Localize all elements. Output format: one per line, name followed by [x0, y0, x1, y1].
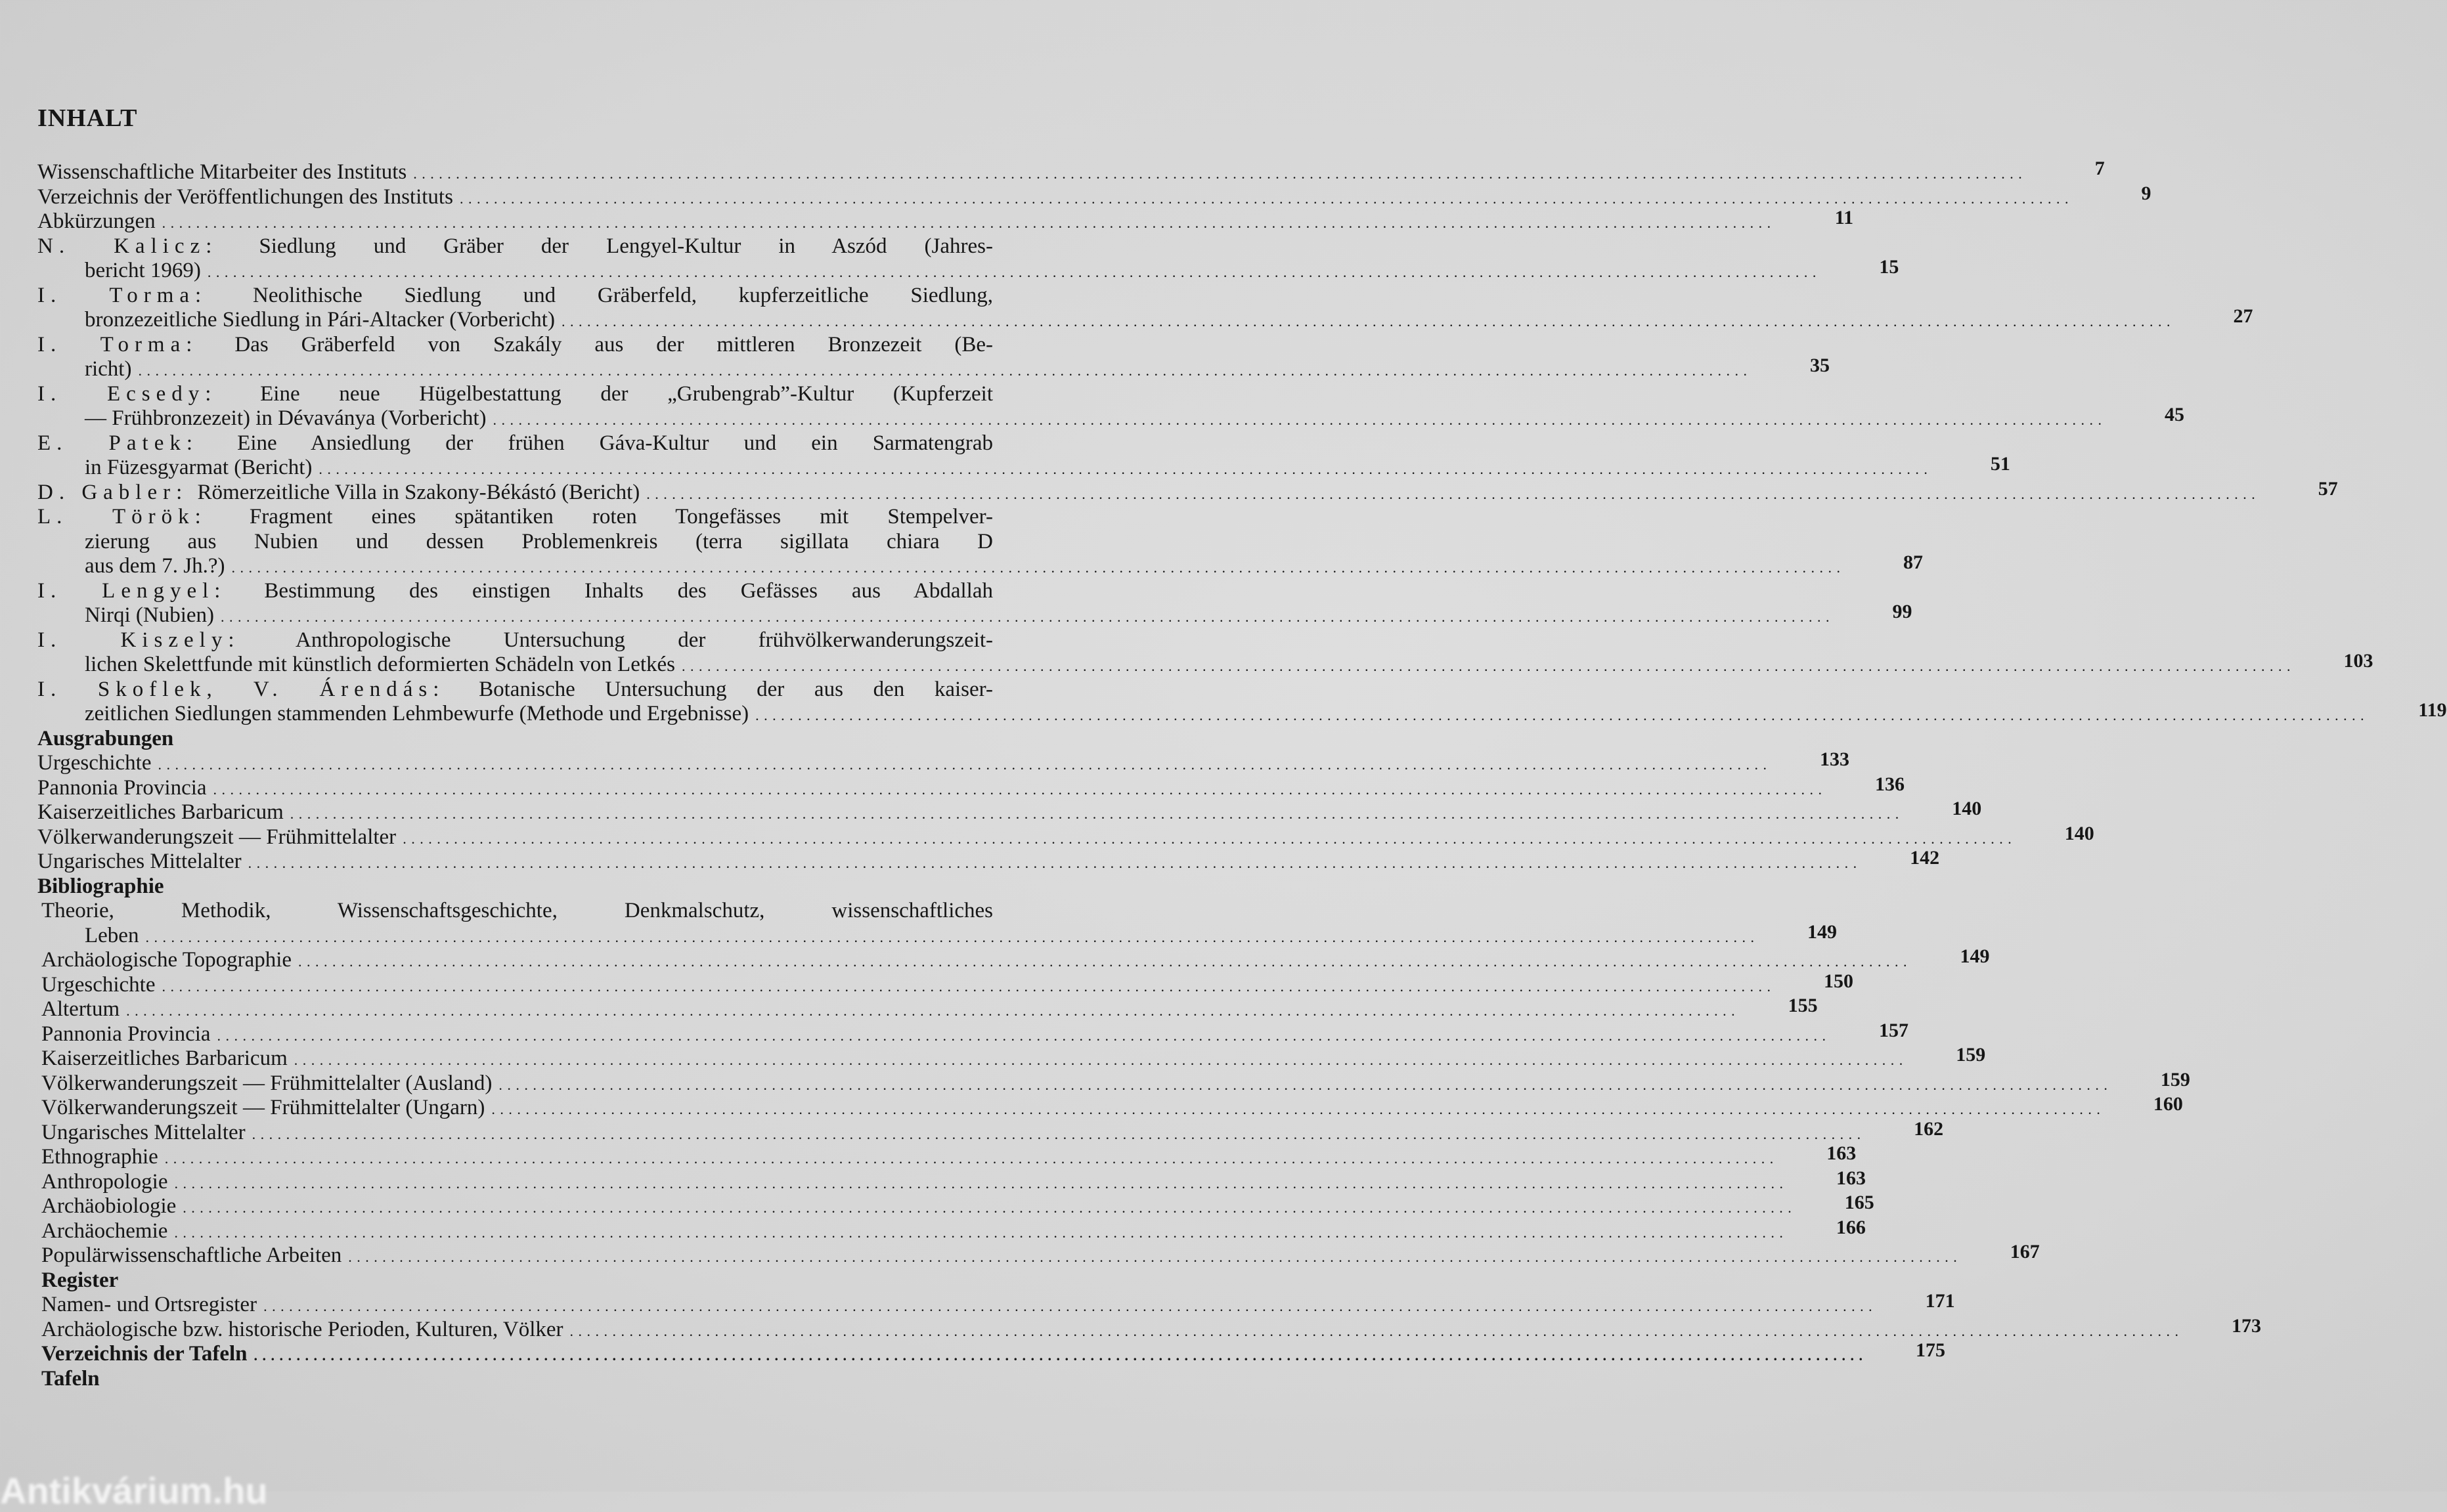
toc-entry [37, 234, 1899, 284]
page-number: 140 [2064, 822, 2094, 844]
page-number: 149 [1807, 920, 1837, 943]
dot-leader [174, 1220, 1784, 1245]
toc-line [37, 773, 1905, 801]
toc-line [37, 333, 1075, 358]
toc-entry [37, 899, 1837, 948]
entry-text: I. Ecsedy: Eine neue Hügelbestattung der „Grubengrab”-Kultur (Kupferzeit [37, 381, 993, 406]
page-number: 175 [1916, 1339, 1946, 1361]
entry-text: Pannonia Provincia [37, 775, 207, 800]
toc-line [37, 551, 1924, 579]
entry-text: Ethnographie [41, 1145, 158, 1169]
toc-line [37, 920, 1837, 949]
dot-leader [126, 999, 1736, 1024]
entry-author: N. Kalicz: [37, 234, 218, 258]
page-number: 9 [2141, 182, 2151, 204]
dot-leader [183, 1196, 1792, 1220]
entry-text: Namen- und Ortsregister [41, 1293, 257, 1316]
dot-leader [646, 482, 2256, 507]
entry-text: I. Torma: Das Gräberfeld von Szakály aus der mittleren Bronzezeit (Be- [37, 332, 993, 356]
entry-text: I. Kiszely: Anthropologische Untersuchung der frühvölkerwanderungszeit- [37, 628, 993, 652]
entry-author: D. Gabler: [37, 480, 188, 504]
toc-line [37, 1093, 2183, 1121]
section-heading [37, 1367, 1075, 1392]
toc-entry [37, 1093, 2183, 1121]
toc-entry [37, 431, 2010, 481]
entry-text: richt) [85, 357, 132, 381]
watermark: Antikvárium.hu [0, 1470, 268, 1511]
toc-line [37, 431, 1075, 456]
entry-text: N. Kalicz: Siedlung und Gräber der Lengyel-Kultur in Aszód (Jahres- [37, 234, 994, 258]
toc-line [37, 158, 2105, 185]
page-number: 163 [1836, 1167, 1866, 1189]
page-number: 165 [1844, 1192, 1874, 1213]
toc-line [37, 899, 1075, 924]
dot-leader [413, 162, 2023, 186]
entry-author: L. Török: [37, 505, 207, 529]
page-number: 163 [1826, 1142, 1857, 1164]
toc-entry [37, 1192, 1874, 1219]
toc-line [37, 1290, 1955, 1318]
page-number: 7 [2094, 158, 2105, 179]
dot-leader [294, 1048, 1904, 1073]
toc-entry [37, 1314, 2262, 1343]
entry-author: I. Lengyel: [37, 578, 227, 603]
toc-entry [37, 995, 1818, 1022]
dot-leader [263, 1294, 1873, 1319]
dot-leader [165, 1146, 1775, 1171]
toc-line [37, 1314, 2262, 1343]
dot-leader [145, 925, 1755, 950]
page-number: 136 [1875, 773, 1905, 795]
toc-entry [37, 798, 1982, 825]
entry-text: Verzeichnis der Veröffentlichungen des Instituts [37, 184, 453, 209]
entry-text: aus dem 7. Jh.?) [85, 554, 225, 578]
dot-leader [319, 457, 1928, 482]
toc-line [37, 404, 2184, 431]
toc-entry [37, 332, 1830, 382]
toc-line [37, 305, 2253, 333]
dot-leader [162, 211, 1772, 236]
dot-leader [290, 802, 1900, 827]
dot-leader [254, 1343, 1864, 1368]
dot-leader [562, 309, 2171, 334]
toc-line [37, 382, 1075, 407]
toc-line [37, 798, 1982, 825]
dot-leader [298, 949, 1908, 974]
table-of-contents [37, 158, 2447, 1391]
toc-line [37, 477, 2338, 506]
entry-text: I. Torma: Neolithische Siedlung und Gräberfeld, kupferzeitliche Siedlung, [37, 283, 993, 307]
entry-text: Archäochemie [41, 1219, 168, 1243]
page-number: 162 [1914, 1117, 1944, 1140]
toc-entry [37, 1044, 1986, 1071]
toc-entry [37, 1019, 1909, 1047]
dot-leader [217, 1024, 1827, 1048]
toc-line [37, 530, 1075, 555]
page-number: 142 [1910, 847, 1940, 869]
toc-line [37, 601, 1912, 628]
dot-leader [213, 777, 1823, 802]
toc-entry [37, 945, 1990, 973]
dot-leader [491, 1097, 2101, 1122]
page-number: 166 [1836, 1216, 1866, 1238]
toc-line [37, 748, 1849, 776]
entry-text: Völkerwanderungszeit — Frühmittelalter [37, 825, 397, 849]
section-heading-label: Verzeichnis der Tafeln [41, 1342, 248, 1366]
dot-leader [493, 408, 2103, 433]
entry-text: I. Lengyel: Bestimmung des einstigen Inhalts des Gefässes aus Abdallah [37, 578, 993, 603]
entry-text: in Füzesgyarmat (Bericht) [85, 456, 313, 479]
toc-entry [37, 283, 2253, 333]
toc-entry [37, 1290, 1955, 1318]
toc-entry [37, 1167, 1866, 1195]
entry-text: bronzezeitliche Siedlung in Pári-Altacker (Vorbericht) [85, 308, 555, 332]
toc-entry [37, 158, 2105, 185]
page-number: 87 [1903, 551, 1924, 573]
dot-leader [162, 974, 1772, 999]
toc-entry [37, 1142, 1857, 1170]
section-heading-label: Ausgrabungen [37, 726, 174, 750]
entry-author: I. Torma: [37, 283, 208, 307]
section-heading [37, 1339, 1946, 1367]
section-heading-label: Bibliographie [37, 874, 164, 898]
page-number: 167 [2010, 1241, 2040, 1263]
page-number: 140 [1952, 798, 1982, 819]
dot-leader [682, 654, 2291, 679]
page-number: 150 [1824, 970, 1853, 992]
dot-leader [348, 1245, 1958, 1270]
toc-entry [37, 628, 2373, 678]
toc-entry [37, 677, 2447, 727]
page-number: 171 [1925, 1290, 1955, 1312]
toc-line [37, 1241, 2040, 1268]
dot-leader [174, 1171, 1784, 1196]
toc-entry [37, 1241, 2040, 1268]
entry-text: zeitlichen Siedlungen stammenden Lehmbewurfe (Methode und Ergebnisse) [85, 702, 749, 725]
toc-entry [37, 477, 2338, 506]
toc-entry [37, 505, 1924, 579]
toc-entry [37, 1068, 2190, 1096]
page-number: 103 [2343, 650, 2373, 672]
entry-text: Pannonia Provincia [41, 1022, 211, 1046]
toc-line [37, 355, 1830, 382]
toc-entry [37, 970, 1853, 998]
toc-line [37, 945, 1990, 973]
toc-line [37, 1044, 1986, 1071]
entry-author: I. Skoflek, V. Árendás: [37, 677, 445, 701]
entry-text: Archäobiologie [41, 1194, 177, 1218]
page-number: 45 [2165, 404, 2184, 425]
toc-line [37, 1019, 1909, 1047]
toc-line [37, 1192, 1874, 1219]
toc-entry [37, 748, 1849, 776]
page-number: 57 [2318, 477, 2338, 500]
entry-text: lichen Skelettfunde mit künstlich deformierten Schädeln von Letkés [85, 653, 676, 676]
toc-entry [37, 1216, 1866, 1244]
toc-line [37, 453, 2010, 481]
toc-entry [37, 1117, 1944, 1146]
toc-line [37, 505, 1075, 530]
dot-leader [158, 752, 1768, 777]
entry-text: Völkerwanderungszeit — Frühmittelalter (Ausland) [41, 1071, 493, 1095]
page-number: 99 [1892, 601, 1912, 622]
page-number: 15 [1879, 256, 1899, 278]
dot-leader [208, 260, 1817, 285]
dot-leader [403, 827, 2012, 852]
dot-leader [248, 851, 1858, 876]
entry-text: Leben [85, 923, 139, 947]
page-number: 157 [1879, 1019, 1909, 1041]
entry-author: E. Patek: [37, 431, 199, 455]
entry-author: I. Torma: [37, 332, 198, 356]
section-heading [37, 727, 1075, 752]
section-heading [37, 875, 1075, 899]
toc-line [37, 256, 1899, 284]
entry-text: Urgeschichte [37, 751, 152, 775]
toc-line [37, 628, 1075, 653]
toc-entry [37, 207, 1854, 234]
page-number: 155 [1788, 995, 1818, 1016]
toc-line [37, 579, 1075, 604]
page-title: INHALT [37, 104, 138, 132]
entry-text: bericht 1969) [85, 259, 201, 282]
dot-leader [498, 1073, 2108, 1098]
page-number: 133 [1820, 748, 1849, 770]
toc-line [37, 822, 2094, 850]
toc-line [37, 284, 1075, 309]
dot-leader [221, 605, 1830, 630]
dot-leader [755, 703, 2365, 728]
toc-line [37, 1068, 2190, 1096]
entry-text: Altertum [41, 997, 120, 1021]
toc-line [37, 234, 1075, 259]
entry-text: D. Gabler: Römerzeitliche Villa in Szakony-Békástó (Bericht) [37, 480, 640, 504]
toc-line [37, 1142, 1857, 1170]
toc-line [37, 1167, 1866, 1195]
entry-text: Völkerwanderungszeit — Frühmittelalter (Ungarn) [41, 1096, 485, 1119]
page-number: 159 [1956, 1044, 1986, 1066]
page-number: 160 [2153, 1093, 2183, 1115]
toc-entry [37, 847, 1940, 875]
page-number: 119 [2418, 699, 2447, 721]
toc-line [37, 847, 1940, 875]
entry-text: Kaiserzeitliches Barbaricum [37, 800, 284, 824]
entry-text: Kaiserzeitliches Barbaricum [41, 1047, 288, 1070]
toc-entry [37, 773, 1905, 801]
page-number: 35 [1809, 355, 1830, 376]
dot-leader [252, 1122, 1862, 1147]
entry-author: I. Kiszely: [37, 628, 240, 652]
toc-line [37, 995, 1818, 1022]
page-number: 27 [2233, 305, 2253, 327]
dot-leader [138, 358, 1748, 383]
entry-text: Urgeschichte [41, 972, 156, 997]
toc-entry [37, 822, 2094, 850]
toc-line [37, 207, 1854, 234]
entry-text: L. Török: Fragment eines spätantiken roten Tongefässes mit Stempelver- [37, 505, 993, 529]
entry-text: Populärwissenschaftliche Arbeiten [41, 1243, 342, 1267]
entry-text: zierung aus Nubien und dessen Problemenkreis (terra sigillata chiara D [85, 529, 993, 553]
toc-line [37, 970, 1853, 998]
entry-text: — Frühbronzezeit) in Dévaványa (Vorbericht) [85, 406, 487, 430]
toc-entry [37, 182, 2151, 210]
entry-text: Archäologische Topographie [41, 948, 292, 972]
entry-text: Wissenschaftliche Mitarbeiter des Instituts [37, 160, 407, 184]
entry-text: Ungarisches Mittelalter [37, 850, 242, 873]
entry-text: Anthropologie [41, 1169, 168, 1194]
entry-text: Abkürzungen [37, 209, 156, 233]
page-number: 149 [1960, 945, 1990, 967]
section-heading-label: Register [41, 1268, 119, 1292]
toc-line [37, 650, 2373, 678]
entry-text: I. Skoflek, V. Árendás: Botanische Untersuchung der aus den kaiser- [37, 677, 993, 701]
dot-leader [232, 555, 1841, 580]
entry-text: Theorie, Methodik, Wissenschaftsgeschichte, Denkmalschutz, wissenschaftliches [41, 899, 993, 922]
toc-line [37, 678, 1075, 702]
page-number: 173 [2232, 1314, 2262, 1337]
toc-entry [37, 578, 1912, 628]
page-number: 51 [1990, 453, 2010, 475]
entry-text: E. Patek: Eine Ansiedlung der frühen Gáva-Kultur und ein Sarmatengrab [37, 431, 993, 455]
entry-author: I. Ecsedy: [37, 381, 217, 406]
entry-text: Nirqi (Nubien) [85, 603, 215, 627]
toc-line [37, 182, 2151, 210]
page-number: 11 [1834, 207, 1854, 228]
entry-text: Archäologische bzw. historische Perioden, Kulturen, Völker [41, 1317, 563, 1341]
toc-line [37, 1216, 1866, 1244]
toc-entry [37, 381, 2184, 431]
section-heading-label: Tafeln [41, 1366, 100, 1391]
section-heading [37, 1268, 1075, 1293]
entry-text: Ungarisches Mittelalter [41, 1120, 246, 1144]
page-number: 159 [2160, 1068, 2190, 1091]
toc-line [37, 1117, 1944, 1146]
toc-line [37, 699, 2447, 727]
